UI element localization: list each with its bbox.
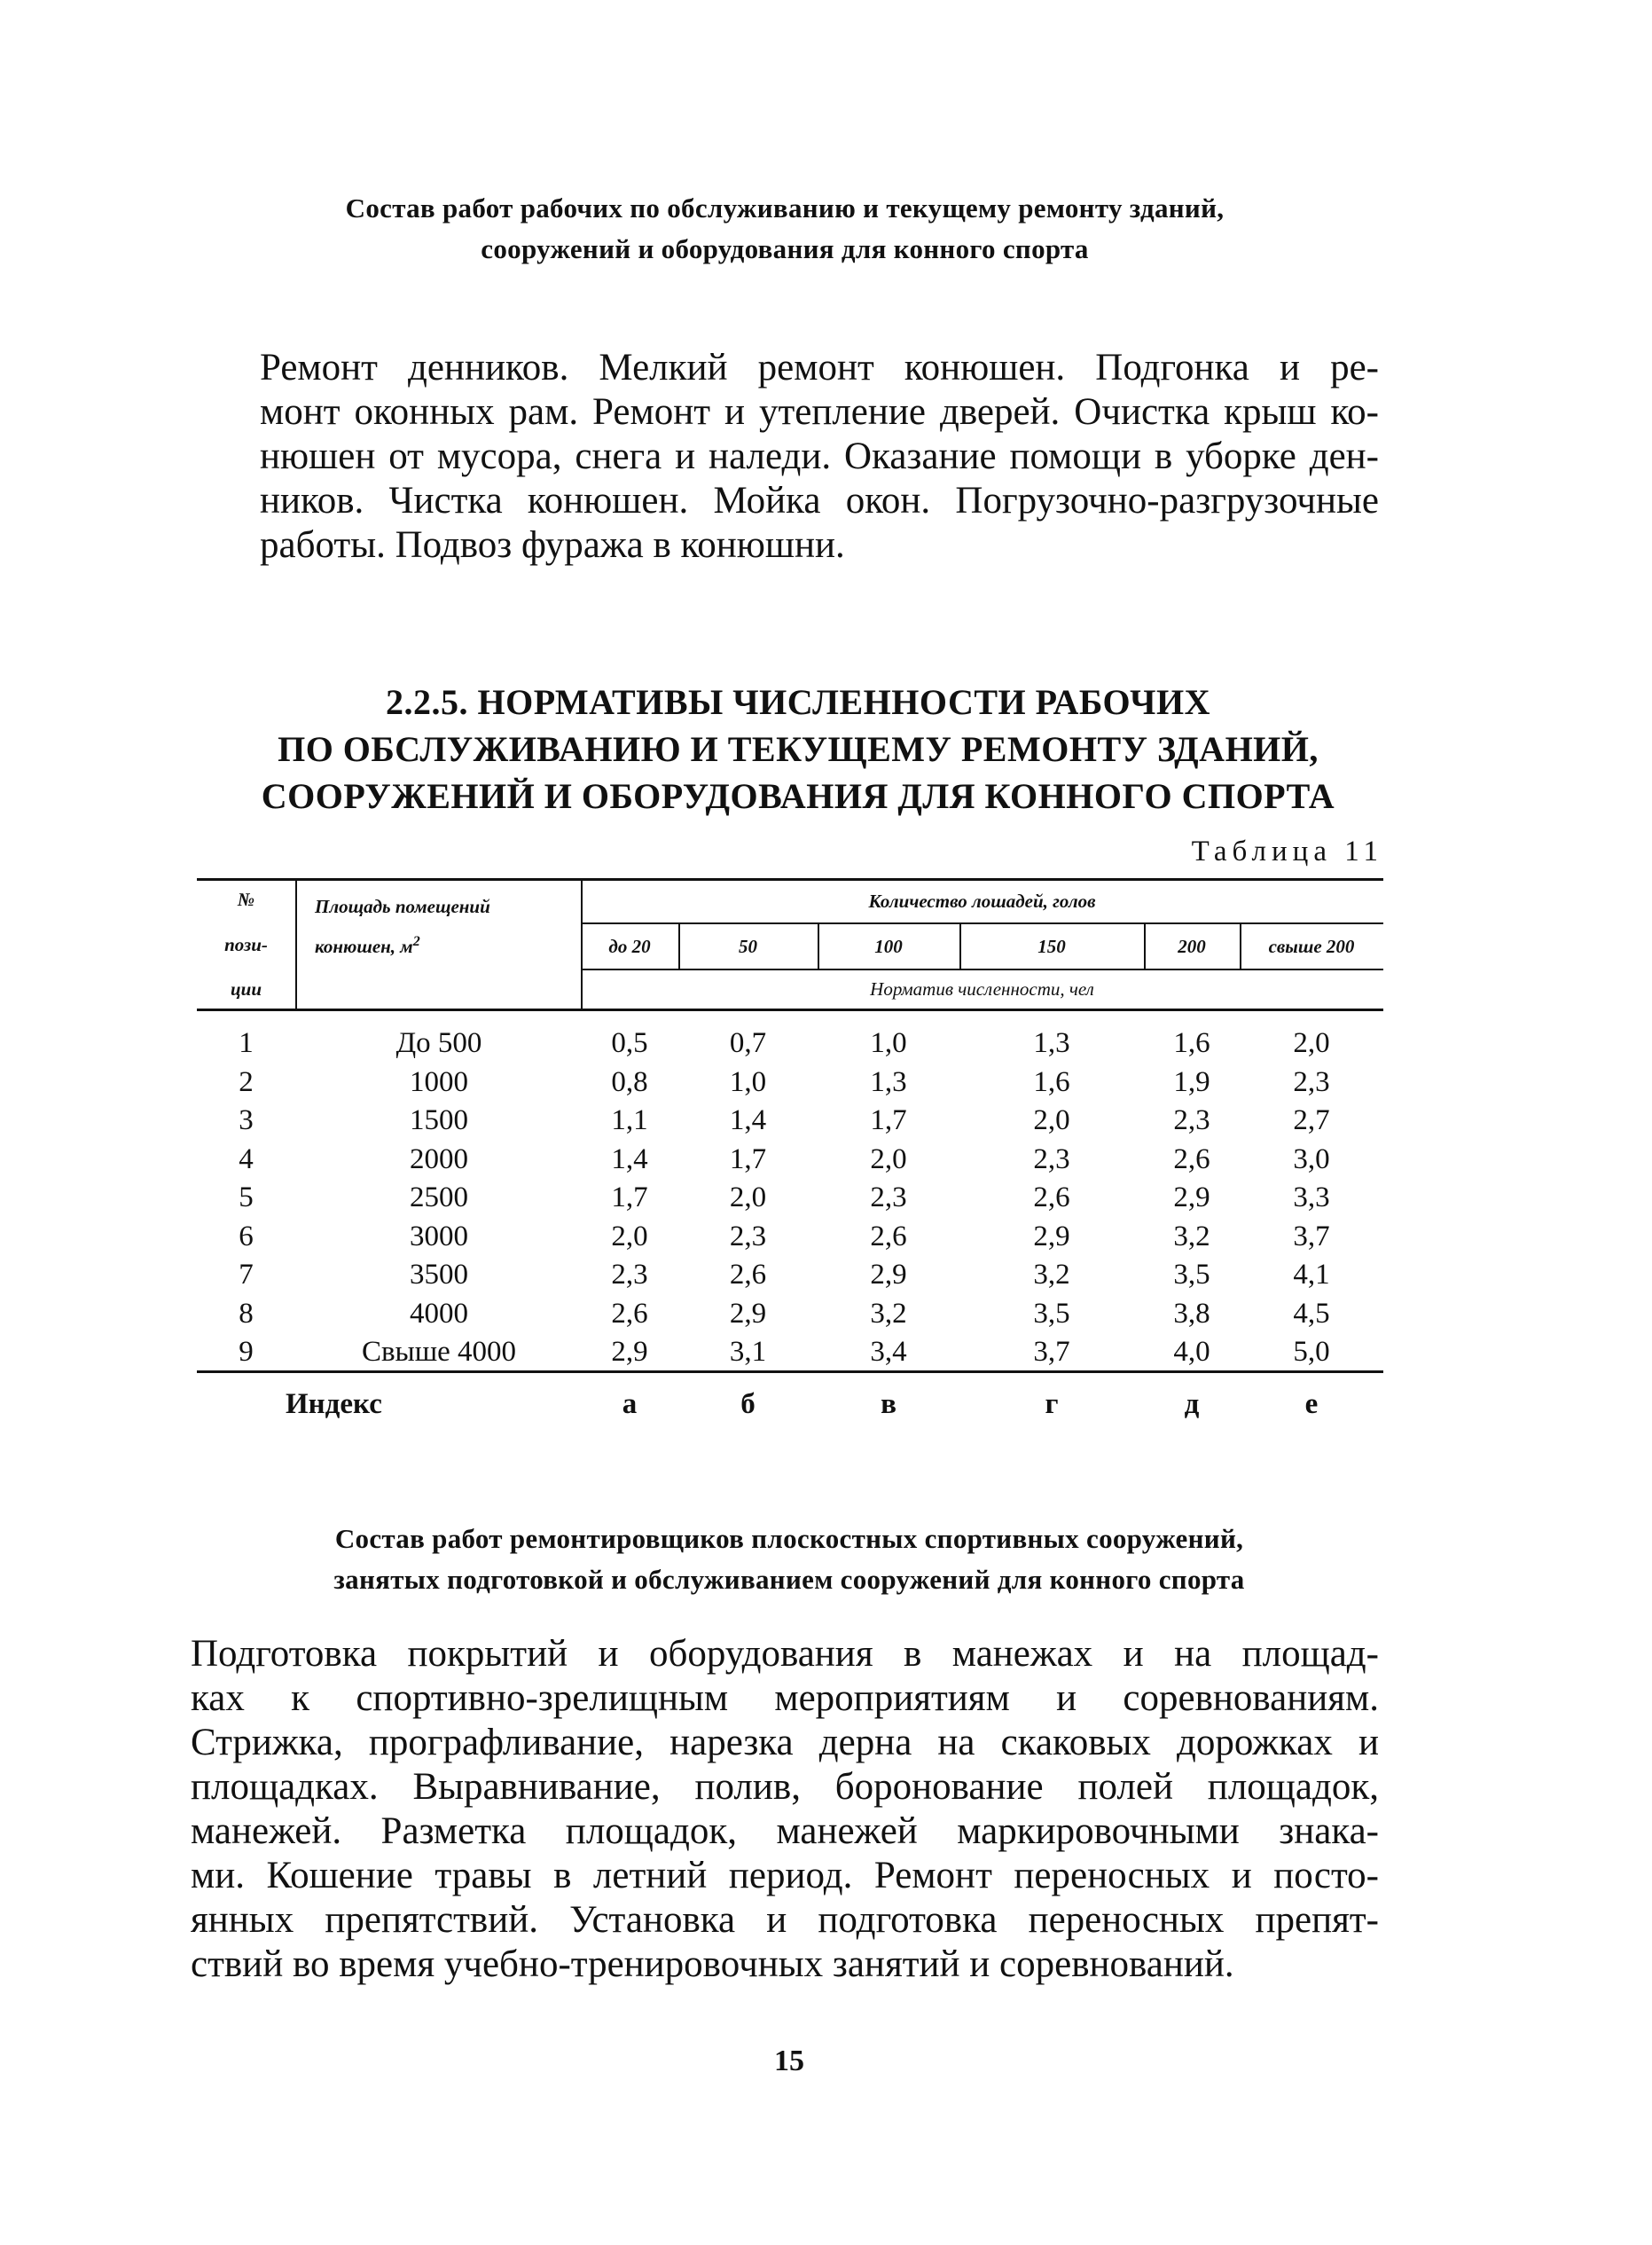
paragraph-line: ников. Чистка конюшен. Мойка окон. Погрузочно-разгрузочные [260, 480, 1379, 522]
heading-line: Состав работ ремонтировщиков плоскостных спортивных сооружений, [334, 1523, 1244, 1554]
row-value: 3,4 [870, 1336, 907, 1368]
paragraph-line: ствий во время учебно-тренировочных занятий и соревнований. [191, 1943, 1234, 1985]
row-value: 4,1 [1293, 1259, 1330, 1291]
row-value: 2,3 [1033, 1143, 1070, 1175]
header-area-line1: Площадь помещений [315, 896, 490, 917]
row-pos: 4 [239, 1143, 254, 1175]
paragraph-line: Ремонт денников. Мелкий ремонт конюшен. Подгонка и ре- [260, 347, 1379, 389]
row-area: 3500 [410, 1259, 468, 1291]
row-value: 1,0 [870, 1027, 907, 1059]
index-letter: д [1184, 1388, 1200, 1420]
row-value: 2,7 [1293, 1104, 1330, 1136]
row-value: 1,7 [729, 1143, 767, 1175]
row-area: 4000 [410, 1298, 468, 1330]
paragraph-line: янных препятствий. Установка и подготовка переносных препят- [191, 1899, 1379, 1941]
row-value: 3,5 [1033, 1298, 1070, 1330]
row-value: 0,5 [611, 1027, 648, 1059]
table-top-rule [197, 878, 1383, 881]
row-value: 2,9 [729, 1298, 767, 1330]
row-pos: 9 [239, 1336, 254, 1368]
heading-line: занятых подготовкой и обслуживанием сооружений для конного спорта [333, 1564, 1245, 1595]
row-value: 2,9 [1173, 1181, 1210, 1213]
row-value: 2,3 [1293, 1066, 1330, 1098]
header-cols-rule [581, 969, 1383, 970]
index-letter: е [1304, 1388, 1319, 1420]
row-value: 1,7 [870, 1104, 907, 1136]
row-pos: 3 [239, 1104, 254, 1136]
row-pos: 6 [239, 1221, 254, 1252]
header-horse-col: 150 [1037, 936, 1066, 957]
row-value: 3,2 [1173, 1221, 1210, 1252]
row-area: 1500 [410, 1104, 468, 1136]
paragraph-line: Подготовка покрытий и оборудования в манежах и на площад- [191, 1633, 1379, 1675]
header-horse-col: свыше 200 [1268, 936, 1355, 957]
row-value: 5,0 [1293, 1336, 1330, 1368]
heading-line: сооружений и оборудования для конного спорта [481, 233, 1089, 264]
index-letter: а [622, 1388, 638, 1420]
row-area: 2000 [410, 1143, 468, 1175]
table-bottom-rule [197, 1370, 1383, 1373]
row-value: 1,4 [729, 1104, 767, 1136]
row-value: 2,0 [1293, 1027, 1330, 1059]
header-area-unit-superscript: 2 [412, 934, 420, 949]
row-value: 2,6 [611, 1298, 648, 1330]
row-value: 3,7 [1293, 1221, 1330, 1252]
row-value: 2,3 [611, 1259, 648, 1291]
row-value: 2,3 [1173, 1104, 1210, 1136]
row-value: 1,1 [611, 1104, 648, 1136]
row-value: 3,3 [1293, 1181, 1330, 1213]
row-value: 3,1 [729, 1336, 767, 1368]
row-value: 3,7 [1033, 1336, 1070, 1368]
row-value: 2,6 [1033, 1181, 1070, 1213]
row-value: 2,9 [870, 1259, 907, 1291]
paragraph-line: ми. Кошение травы в летний период. Ремонт переносных и посто- [191, 1855, 1379, 1896]
row-value: 2,6 [870, 1221, 907, 1252]
row-pos: 8 [239, 1298, 254, 1330]
header-pos-line3: ции [230, 978, 262, 1000]
row-value: 3,2 [1033, 1259, 1070, 1291]
row-value: 3,0 [1293, 1143, 1330, 1175]
row-value: 2,0 [1033, 1104, 1070, 1136]
section-title-line: 2.2.5. НОРМАТИВЫ ЧИСЛЕННОСТИ РАБОЧИХ [386, 682, 1210, 722]
row-value: 2,0 [729, 1181, 767, 1213]
row-value: 1,6 [1173, 1027, 1210, 1059]
index-label: Индекс [286, 1388, 382, 1420]
row-pos: 2 [239, 1066, 254, 1098]
paragraph-line: работы. Подвоз фуража в конюшни. [260, 524, 845, 566]
row-value: 2,0 [611, 1221, 648, 1252]
row-value: 4,0 [1173, 1336, 1210, 1368]
row-value: 2,9 [611, 1336, 648, 1368]
table-label: Таблица 11 [1191, 836, 1383, 867]
row-value: 0,8 [611, 1066, 648, 1098]
paragraph-line: Стрижка, прографливание, нарезка дерна на скаковых дорожках и [191, 1722, 1379, 1763]
header-bottom-rule [197, 1009, 1383, 1011]
header-area-line2 [315, 934, 572, 958]
section-title-line: СООРУЖЕНИЙ И ОБОРУДОВАНИЯ ДЛЯ КОННОГО СПОРТА [261, 776, 1335, 816]
row-pos: 1 [239, 1027, 254, 1059]
header-horse-col: 200 [1178, 936, 1206, 957]
row-value: 3,5 [1173, 1259, 1210, 1291]
col-divider [295, 878, 297, 1011]
row-pos: 5 [239, 1181, 254, 1213]
page-number: 15 [774, 2045, 804, 2077]
row-pos: 7 [239, 1259, 254, 1291]
row-value: 2,0 [870, 1143, 907, 1175]
header-group-rule [581, 922, 1383, 924]
section-title-line: ПО ОБСЛУЖИВАНИЮ И ТЕКУЩЕМУ РЕМОНТУ ЗДАНИЙ, [278, 729, 1319, 769]
row-value: 2,3 [729, 1221, 767, 1252]
paragraph-line: ках к спортивно-зрелищным мероприятиям и соревнованиям. [191, 1677, 1379, 1719]
header-horses-group: Количество лошадей, голов [868, 891, 1096, 912]
index-letter: г [1045, 1388, 1059, 1420]
index-letter: в [881, 1388, 896, 1420]
row-area: До 500 [395, 1027, 482, 1059]
row-value: 1,0 [729, 1066, 767, 1098]
row-value: 1,4 [611, 1143, 648, 1175]
row-area: Свыше 4000 [361, 1336, 517, 1368]
row-value: 1,3 [1033, 1027, 1070, 1059]
row-value: 2,6 [1173, 1143, 1210, 1175]
row-value: 3,2 [870, 1298, 907, 1330]
index-letter: б [740, 1388, 756, 1420]
row-value: 2,9 [1033, 1221, 1070, 1252]
row-value: 2,6 [729, 1259, 767, 1291]
heading-line: Состав работ рабочих по обслуживанию и текущему ремонту зданий, [345, 192, 1225, 224]
header-pos-line2: пози- [224, 934, 268, 955]
header-horse-col: до 20 [608, 936, 651, 957]
header-area-text: конюшен, м [315, 936, 413, 957]
paragraph-line: монт оконных рам. Ремонт и утепление дверей. Очистка крыш ко- [260, 391, 1379, 433]
paragraph-line: площадках. Выравнивание, полив, боронование полей площадок, [191, 1766, 1379, 1808]
header-norm-label: Норматив численности, чел [870, 978, 1094, 1000]
paragraph-repairers-list [191, 1632, 1379, 1987]
row-value: 4,5 [1293, 1298, 1330, 1330]
header-pos-line1: № [237, 889, 255, 910]
row-area: 2500 [410, 1181, 468, 1213]
paragraph-line: нюшен от мусора, снега и наледи. Оказание помощи в уборке ден- [260, 436, 1379, 477]
row-value: 2,3 [870, 1181, 907, 1213]
row-value: 1,7 [611, 1181, 648, 1213]
header-horse-col: 100 [874, 936, 903, 957]
row-area: 3000 [410, 1221, 468, 1252]
row-value: 0,7 [729, 1027, 767, 1059]
header-horse-col: 50 [739, 936, 757, 957]
row-area: 1000 [410, 1066, 468, 1098]
row-value: 1,6 [1033, 1066, 1070, 1098]
row-value: 3,8 [1173, 1298, 1210, 1330]
paragraph-line: манежей. Разметка площадок, манежей маркировочными знака- [191, 1810, 1379, 1852]
row-value: 1,3 [870, 1066, 907, 1098]
heading-repairers-works [186, 1519, 1392, 1600]
row-value: 1,9 [1173, 1066, 1210, 1098]
